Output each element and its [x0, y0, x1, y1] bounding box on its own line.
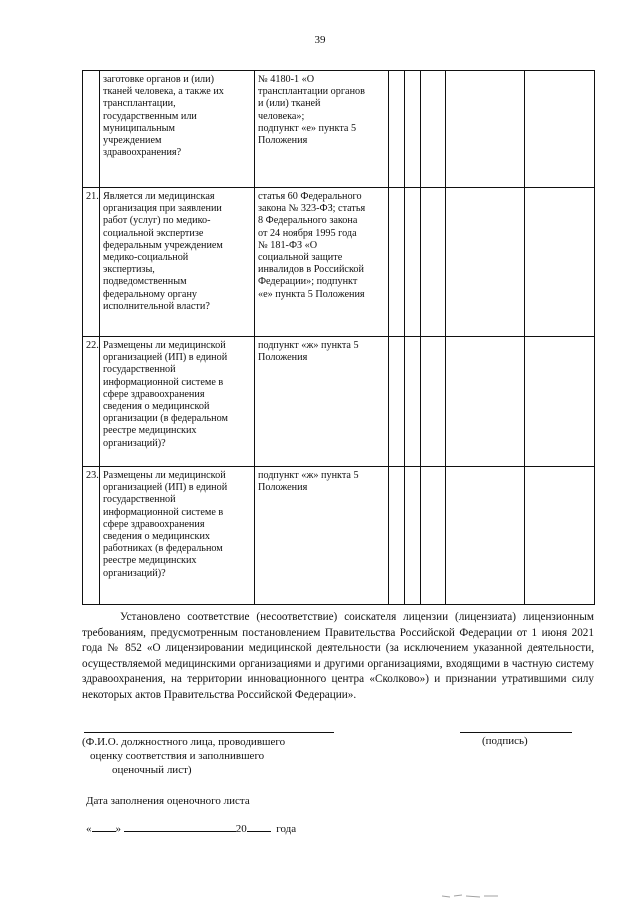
answer-no-cell[interactable]: [405, 188, 421, 337]
table-row: [83, 188, 595, 337]
legal-basis-line: подпункт «ж» пункта 5: [258, 340, 359, 351]
row-number: [83, 71, 100, 188]
legal-basis-line: инвалидов в Российской: [258, 264, 364, 276]
legal-basis-line: и (или) тканей: [258, 98, 321, 110]
answer-no-cell[interactable]: [405, 71, 421, 188]
legal-basis-line: Федерации»; подпункт: [258, 276, 358, 288]
question-line: тканей человека, а также их: [103, 86, 224, 98]
question-line: федеральным учреждением: [103, 239, 223, 251]
not-applicable-cell[interactable]: [421, 188, 446, 337]
question-cell: [100, 71, 255, 188]
question-line: социальной экспертизе: [103, 227, 204, 239]
legal-basis-line: Положения: [258, 352, 308, 364]
legal-basis-line: закона № 323-ФЗ; статья: [258, 203, 366, 215]
question-line: государственной: [103, 494, 176, 506]
question-line: реестре медицинских: [103, 555, 197, 567]
comment-cell[interactable]: [525, 337, 595, 467]
question-line: здравоохранения?: [103, 147, 182, 159]
not-applicable-cell[interactable]: [421, 337, 446, 467]
checklist-table: [82, 70, 595, 605]
date-fill-line: [86, 823, 296, 835]
comment-cell[interactable]: [525, 467, 595, 605]
legal-basis-cell: [255, 188, 389, 337]
signature-label: (подпись): [482, 735, 528, 747]
note-cell[interactable]: [446, 337, 525, 467]
legal-basis-line: Положения: [258, 482, 308, 494]
legal-basis-line: подпункт «е» пункта 5: [258, 122, 357, 134]
conclusion-paragraph: Установлено соответствие (несоответствие) соискателя лицензии (лицензиата) лицензионным требованиям, предусмотренным постановлением Правительства Российской Федерации от 1 июня 2021 года № 852 «О лицензировании медицинской деятельности (за исключением указанной деятельности, осуществляемой медицинскими организациями и другими организациями, входящими в частную систему здравоохранения, на территории инновационного центра «Сколково») и признании утратившими силу некоторых актов Правительства Российской Федерации».: [82, 611, 594, 701]
question-line: Размещены ли медицинской: [103, 470, 226, 481]
signature-line: [460, 732, 572, 733]
question-cell: [100, 188, 255, 337]
legal-basis-line: 8 Федерального закона: [258, 215, 358, 227]
table-row: [83, 337, 595, 467]
question-line: медико-социальной: [103, 252, 189, 264]
question-line: реестре медицинских: [103, 425, 197, 437]
legal-basis-line: человека»;: [258, 110, 305, 122]
legal-basis-line: статья 60 Федерального: [258, 191, 362, 202]
legal-basis-line: № 181-ФЗ «О: [258, 239, 318, 251]
question-line: государственным или: [103, 110, 197, 122]
comment-cell[interactable]: [525, 188, 595, 337]
question-line: государственной: [103, 364, 176, 376]
question-line: заготовке органов и (или): [103, 74, 214, 85]
question-line: учреждением: [103, 135, 162, 147]
legal-basis-line: № 4180-1 «О: [258, 74, 315, 85]
month-blank[interactable]: [124, 831, 236, 832]
legal-basis-line: подпункт «ж» пункта 5: [258, 470, 359, 481]
question-line: организацией (ИП) в единой: [103, 352, 228, 364]
note-cell[interactable]: [446, 467, 525, 605]
answer-no-cell[interactable]: [405, 467, 421, 605]
question-line: сведения о медицинской: [103, 401, 210, 413]
question-line: организации (в федеральном: [103, 413, 228, 425]
legal-basis-cell: [255, 467, 389, 605]
note-cell[interactable]: [446, 188, 525, 337]
table-row: [83, 71, 595, 188]
comment-cell[interactable]: [525, 71, 595, 188]
question-line: Размещены ли медицинской: [103, 340, 226, 351]
question-line: организаций)?: [103, 567, 166, 579]
answer-yes-cell[interactable]: [389, 71, 405, 188]
table-row: [83, 467, 595, 605]
row-number: 21.: [83, 188, 100, 337]
date-label: Дата заполнения оценочного листа: [86, 795, 250, 807]
note-cell[interactable]: [446, 71, 525, 188]
legal-basis-line: трансплантации органов: [258, 86, 365, 98]
row-number: 23.: [83, 467, 100, 605]
legal-basis-cell: [255, 71, 389, 188]
question-line: организаций)?: [103, 437, 166, 449]
question-cell: [100, 337, 255, 467]
question-line: сведения о медицинских: [103, 531, 210, 543]
year-prefix: 20: [235, 823, 247, 835]
question-line: работ (услуг) по медико-: [103, 215, 211, 227]
question-line: организация при заявлении: [103, 203, 222, 215]
question-line: информационной системе в: [103, 376, 224, 388]
year-blank[interactable]: [247, 831, 271, 832]
question-line: федеральному органу: [103, 288, 198, 300]
date-open-quote: «: [86, 823, 92, 835]
question-line: работниках (в федеральном: [103, 543, 223, 555]
row-number: 22.: [83, 337, 100, 467]
fio-signature-line: [84, 732, 334, 733]
answer-yes-cell[interactable]: [389, 467, 405, 605]
fio-label: (Ф.И.О. должностного лица, проводившего оценку соответствия и заполнившего оценочный лист): [82, 736, 286, 776]
legal-basis-line: Положения: [258, 135, 308, 147]
answer-yes-cell[interactable]: [389, 188, 405, 337]
year-suffix: года: [276, 823, 297, 835]
question-line: исполнительной власти?: [103, 300, 210, 312]
not-applicable-cell[interactable]: [421, 71, 446, 188]
question-line: муниципальным: [103, 122, 175, 134]
question-line: трансплантации,: [103, 98, 176, 110]
answer-no-cell[interactable]: [405, 337, 421, 467]
date-close-quote: »: [115, 823, 121, 835]
legal-basis-line: социальной защите: [258, 252, 343, 264]
question-line: подведомственным: [103, 276, 187, 288]
day-blank[interactable]: [92, 831, 116, 832]
answer-yes-cell[interactable]: [389, 337, 405, 467]
legal-basis-line: от 24 ноября 1995 года: [258, 227, 357, 239]
question-line: организацией (ИП) в единой: [103, 482, 228, 494]
question-cell: [100, 467, 255, 605]
legal-basis-line: «е» пункта 5 Положения: [258, 288, 365, 300]
question-line: экспертизы,: [103, 264, 155, 276]
question-line: сфере здравоохранения: [103, 388, 205, 400]
legal-basis-cell: [255, 337, 389, 467]
scan-artifact: [440, 894, 500, 898]
not-applicable-cell[interactable]: [421, 467, 446, 605]
question-line: Является ли медицинская: [103, 191, 215, 202]
question-line: информационной системе в: [103, 506, 224, 518]
question-line: сфере здравоохранения: [103, 518, 205, 530]
page-number: 39: [314, 34, 326, 46]
